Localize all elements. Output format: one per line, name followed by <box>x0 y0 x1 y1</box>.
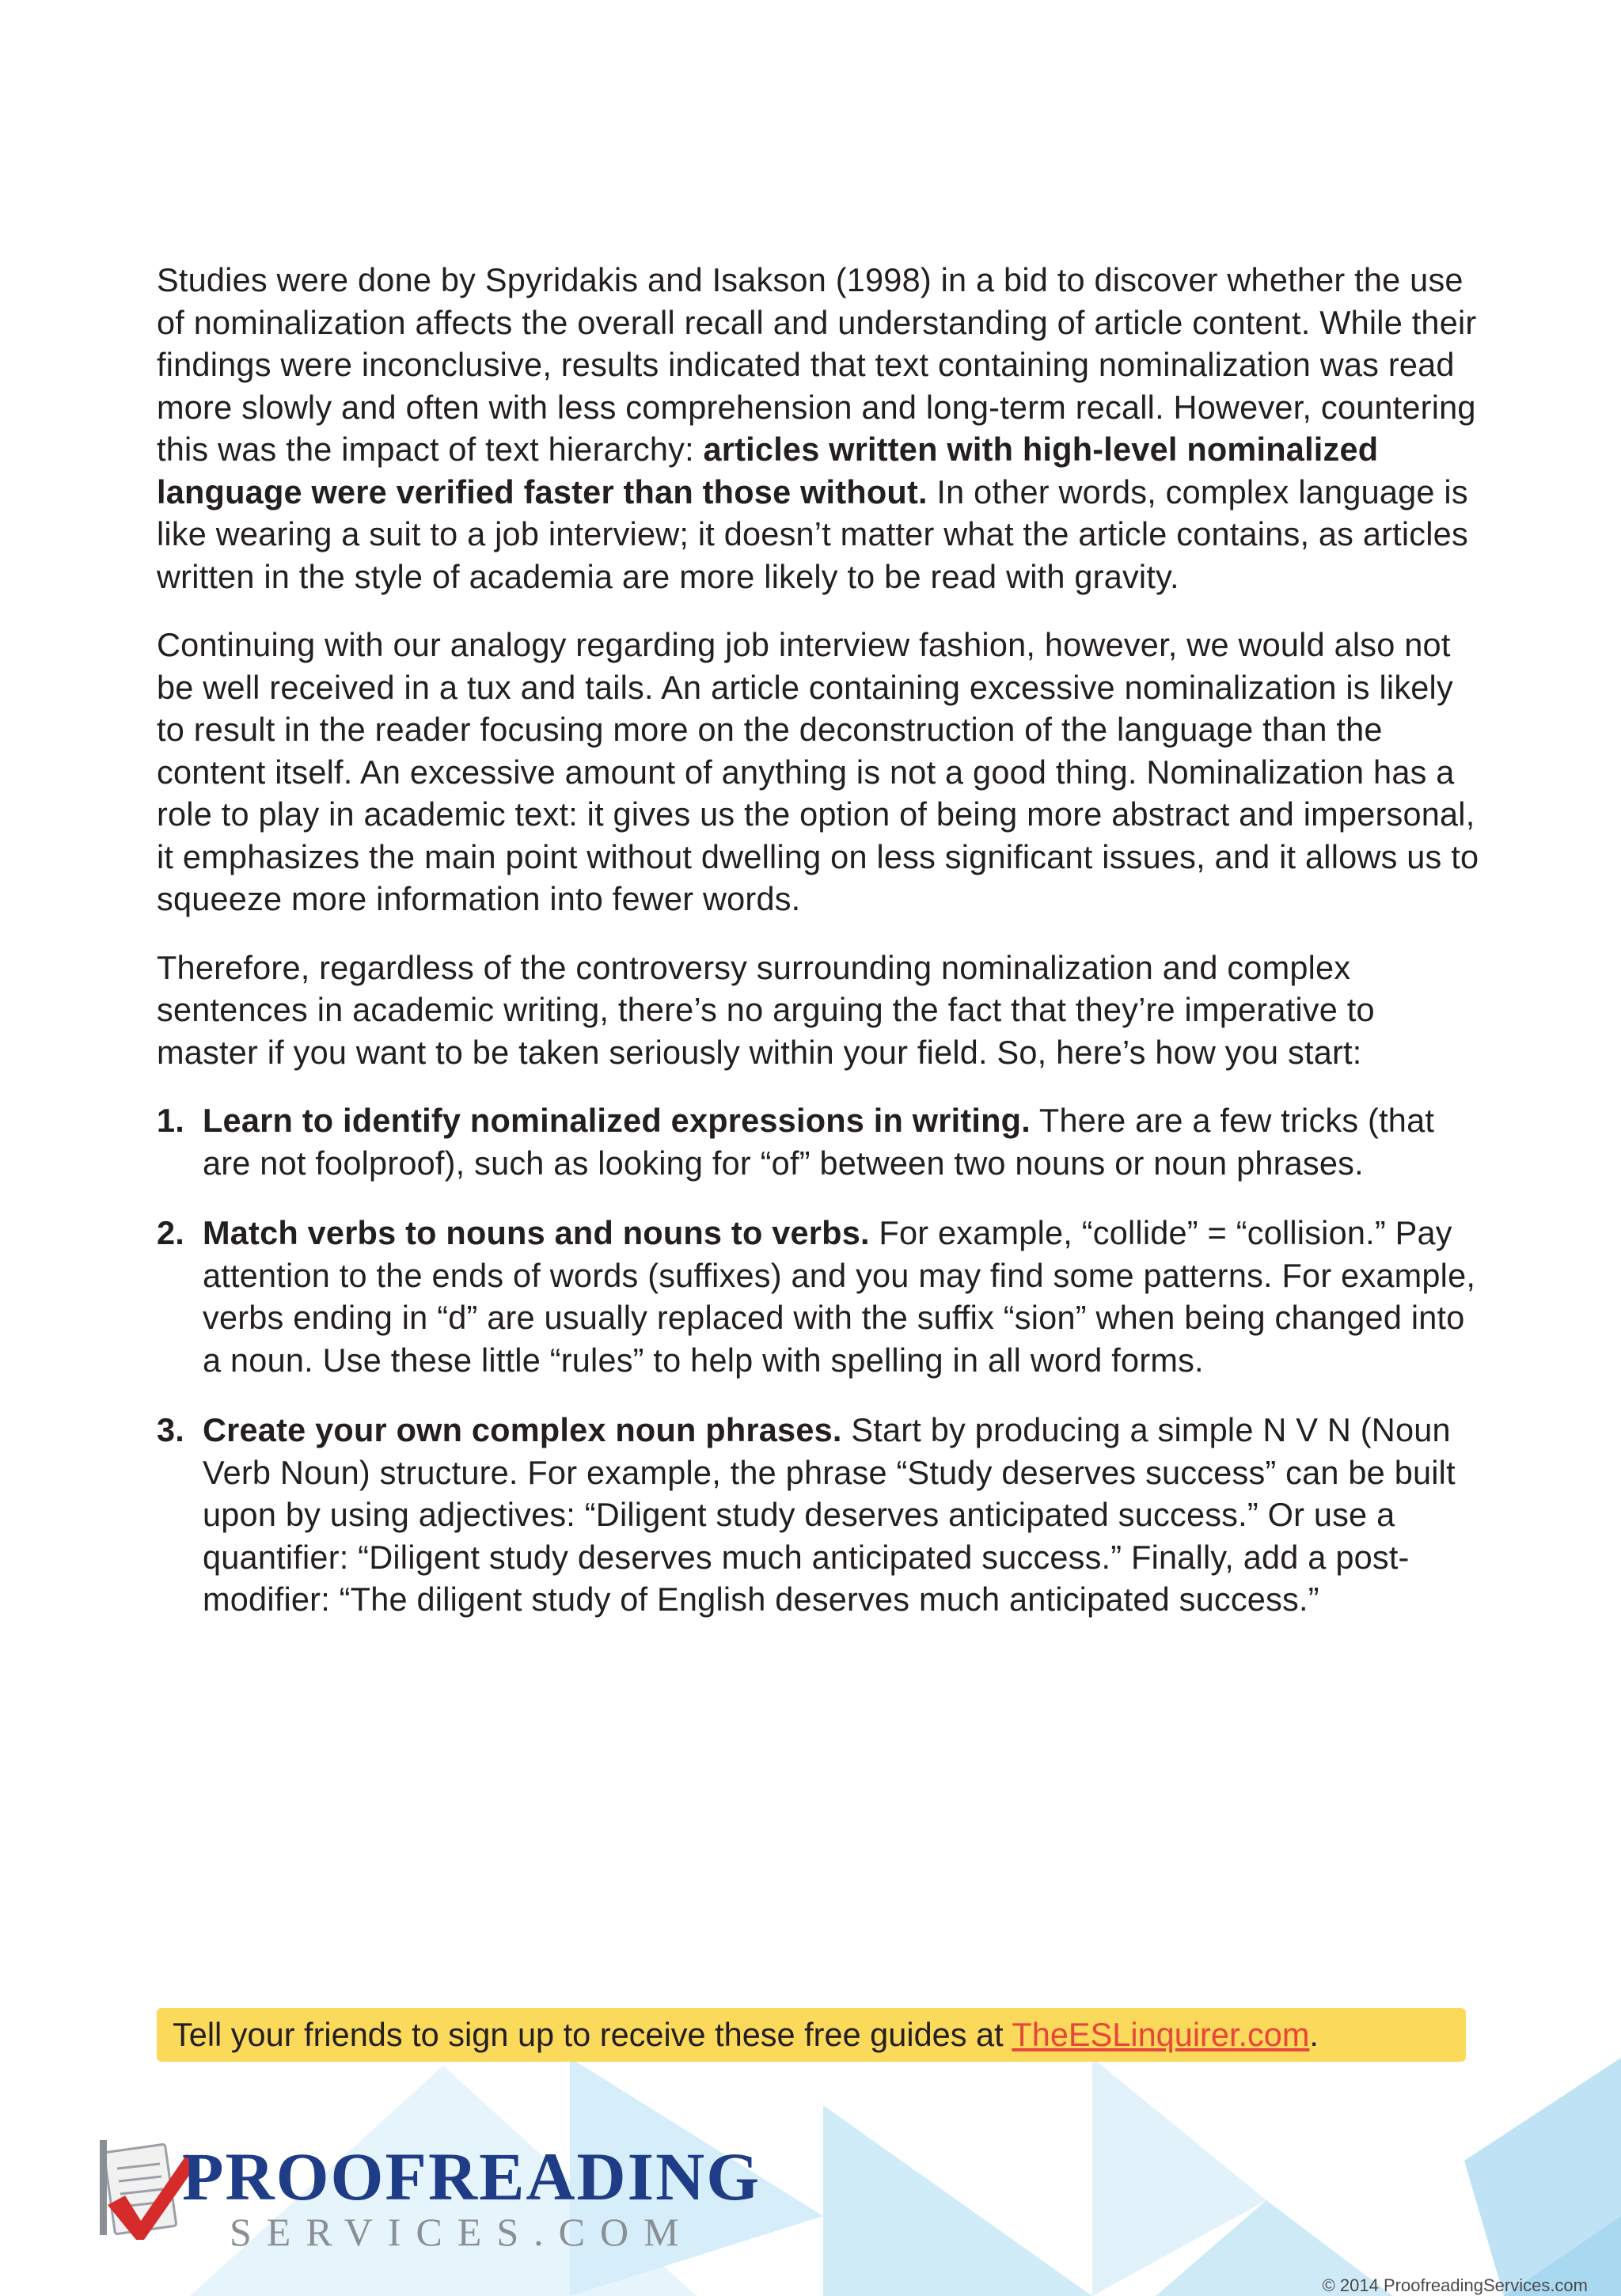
brand-logo <box>95 2137 760 2264</box>
step-item-3 <box>157 1409 1480 1621</box>
banner-period: . <box>1309 2016 1319 2053</box>
step-text: There are a few tricks (that are not foolproof), such as looking for “of” between two nouns or noun phrases. <box>203 1102 1435 1182</box>
paragraph-3: Therefore, regardless of the controversy surrounding nominalization and complex sentences in academic writing, there’s no arguing the fact that they’re imperative to master if you want to be taken seriously within your field. So, here’s how you start: <box>157 948 1375 1071</box>
logo-wordmark: PROOFREADING <box>182 2139 761 2214</box>
paragraph-1-text-b: In other words, complex language is like wearing a suit to a job interview; it doesn’t matter what the article contains, as articles written in the style of academia are more likely to be read with gravity. <box>157 472 1468 595</box>
step-heading: Match verbs to nouns and nouns to verbs. <box>203 1214 870 1251</box>
banner-text: Tell your friends to sign up to receive these free guides at <box>173 2016 1012 2053</box>
step-item-1 <box>157 1099 1480 1184</box>
paragraph-1 <box>157 259 1480 598</box>
share-banner <box>157 2008 1466 2062</box>
logo-subtitle: SERVICES.COM <box>230 2210 694 2254</box>
step-number: 1. <box>157 1102 185 1139</box>
step-item-2 <box>157 1212 1480 1381</box>
step-heading: Learn to identify nominalized expressions in writing. <box>203 1102 1031 1139</box>
step-heading: Create your own complex noun phrases. <box>203 1411 842 1448</box>
paragraph-2: Continuing with our analogy regarding job interview fashion, however, we would also not be well received in a tux and tails. An article containing excessive nominalization is likely to result in the reader focusing more on the deconstruction of the language than the content itself. An excessive amount of anything is not a good thing. Nominalization has a role to play in academic text: it gives us the option of being more abstract and impersonal, it emphasizes the main point without dwelling on less significant issues, and it allows us to squeeze more information into fewer words. <box>157 626 1479 917</box>
article-body <box>157 259 1480 1649</box>
step-number: 2. <box>157 1214 185 1251</box>
step-text: For example, “collide” = “collision.” Pay attention to the ends of words (suffixes) and you may find some patterns. For example, verbs ending in “d” are usually replaced with the suffix “sion” when being changed into a noun. Use these little “rules” to help with spelling in all word forms. <box>203 1214 1476 1379</box>
step-text: Start by producing a simple N V N (Noun Verb Noun) structure. For example, the phrase “Study deserves success” can be built upon by using adjectives: “Diligent study deserves anticipated success.” Or use a quantifier: “Diligent study deserves much anticipated success.” Finally, add a post-modifier: “The diligent study of English deserves much anticipated success.” <box>203 1411 1456 1618</box>
copyright-notice: © 2014 ProofreadingServices.com <box>1322 2275 1588 2295</box>
step-number: 3. <box>157 1411 185 1448</box>
site-link[interactable]: TheESLinquirer.com <box>1012 2016 1310 2053</box>
paragraph-1-text-a: Studies were done by Spyridakis and Isakson (1998) in a bid to discover whether the use of nominalization affects the overall recall and understanding of article content. While their findings were inconclusive, results indicated that text containing nominalization was read more slowly and often with less comprehension and long-term recall. However, countering this was the impact of text hierarchy: <box>157 261 1477 468</box>
paragraph-1-emphasis: articles written with high-level nominalized language were verified faster than those without. <box>157 431 1379 510</box>
steps-list <box>157 1099 1480 1621</box>
